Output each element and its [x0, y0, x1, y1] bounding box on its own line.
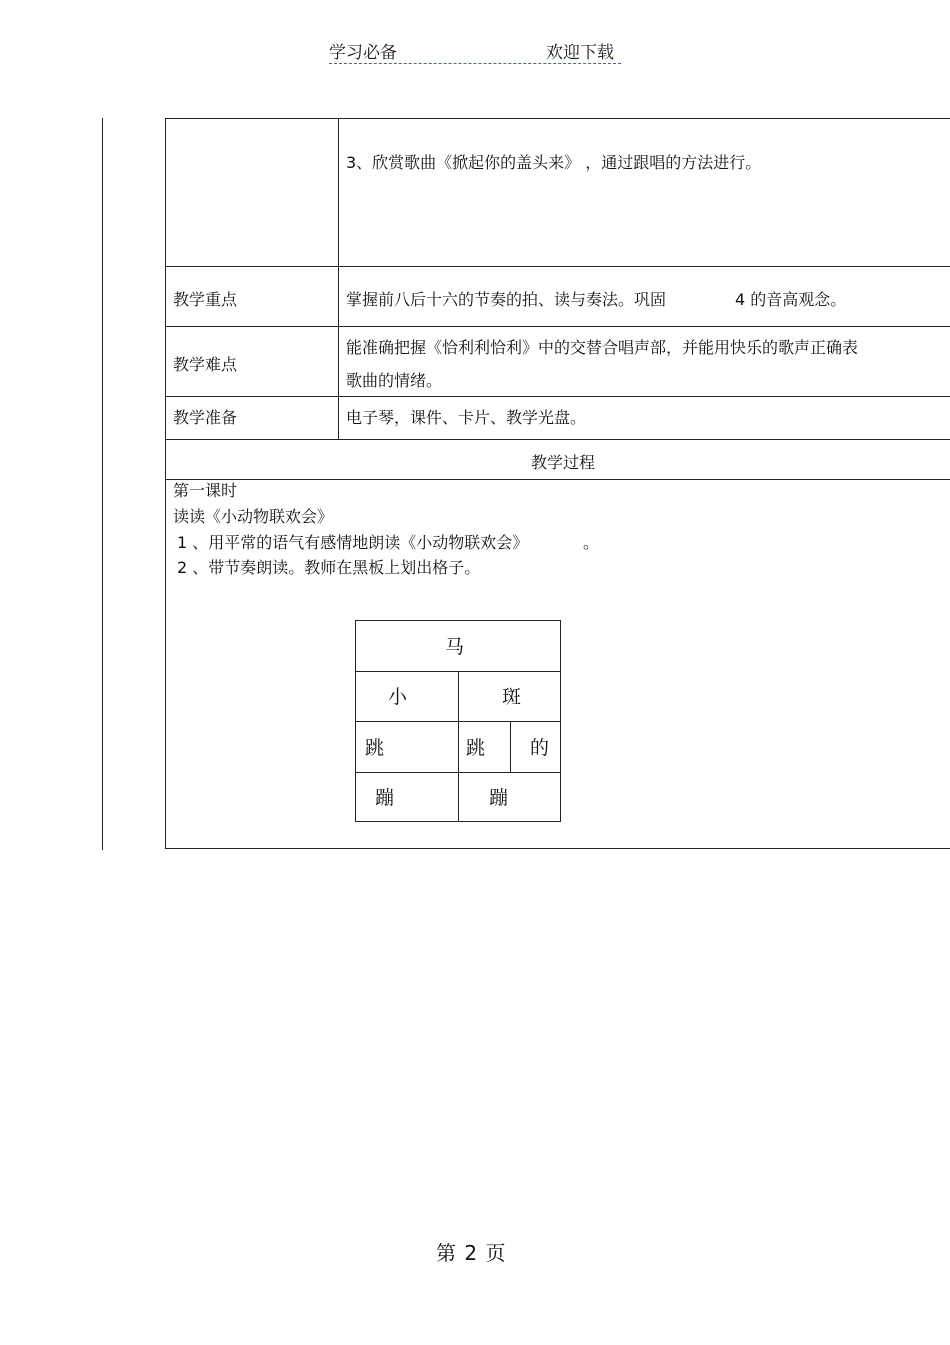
- reading-title: 读读《小动物联欢会》: [173, 507, 334, 526]
- grid-cell: 小: [388, 686, 408, 708]
- grid-cell: 的: [530, 737, 550, 759]
- difficulties-label: 教学难点: [173, 355, 238, 374]
- page-number: 第 2 页: [436, 1241, 507, 1265]
- rhythm-grid: [355, 620, 561, 822]
- grid-line: [458, 671, 459, 821]
- table-row-divider: [165, 326, 950, 327]
- grid-cell: 跳: [365, 737, 385, 759]
- grid-cell: 斑: [502, 686, 522, 708]
- header-dashed-line: [329, 63, 621, 64]
- difficulties-text-line1: 能准确把握《恰利利恰利》中的交替合唱声部，并能用快乐的歌声正确表: [346, 338, 859, 357]
- preparation-label: 教学准备: [173, 408, 238, 427]
- process-header: 教学过程: [531, 453, 596, 472]
- table-row-divider: [165, 396, 950, 397]
- header-right-text: 欢迎下载: [546, 43, 614, 63]
- table-row-divider: [165, 479, 950, 480]
- step-two-text: 2 、带节奏朗读。教师在黑板上划出格子。: [177, 558, 481, 577]
- grid-line: [510, 722, 511, 772]
- preparation-text: 电子琴，课件、卡片、教学光盘。: [346, 408, 587, 427]
- table-column-divider: [338, 118, 339, 439]
- table-row-divider: [165, 439, 950, 440]
- difficulties-text-line2: 歌曲的情绪。: [346, 371, 443, 390]
- grid-cell: 马: [445, 636, 465, 658]
- header-left-text: 学习必备: [329, 43, 397, 63]
- step-one-text: 1 、用平常的语气有感情地朗读《小动物联欢会》: [177, 533, 529, 552]
- listening-item-text: 3、欣赏歌曲《掀起你的盖头来》 ，通过跟唱的方法进行。: [346, 153, 762, 172]
- step-one-end: 。: [583, 533, 600, 552]
- key-points-text-end: 4 的音高观念。: [735, 290, 847, 309]
- left-margin-line: [102, 118, 103, 850]
- lesson-number: 第一课时: [173, 481, 238, 500]
- grid-cell: 跳: [466, 737, 486, 759]
- key-points-text: 掌握前八后十六的节奏的拍、读与奏法。巩固: [346, 290, 667, 309]
- grid-cell: 蹦: [489, 787, 509, 809]
- table-row-divider: [165, 266, 950, 267]
- key-points-label: 教学重点: [173, 290, 238, 309]
- grid-cell: 蹦: [375, 787, 395, 809]
